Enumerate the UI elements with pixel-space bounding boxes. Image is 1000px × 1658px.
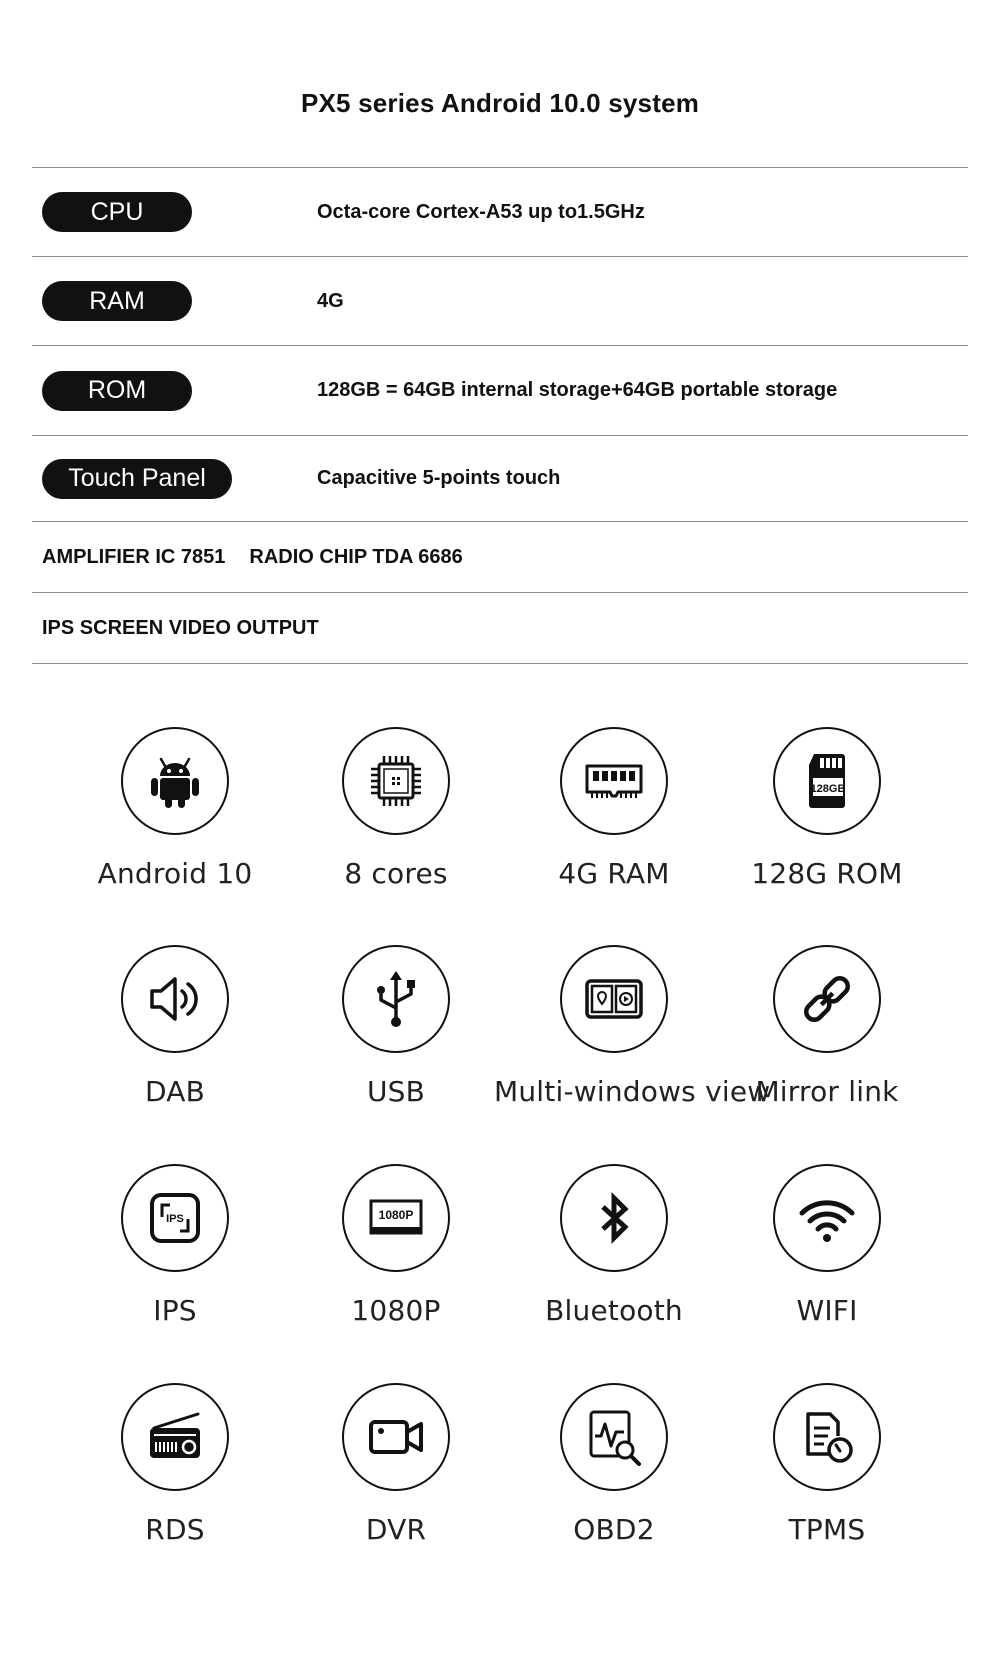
radio-icon — [121, 1383, 229, 1491]
ips-icon-text: IPS — [166, 1213, 184, 1225]
feature-label: Multi-windows view — [494, 1075, 771, 1108]
feature-label: DVR — [365, 1513, 427, 1546]
spec-row-chips — [32, 522, 968, 592]
feature-rds — [55, 1383, 295, 1546]
bluetooth-icon — [560, 1164, 668, 1272]
feature-label: USB — [366, 1075, 426, 1108]
feature-obd2 — [494, 1383, 734, 1546]
ips-icon — [121, 1164, 229, 1272]
spec-row-video-output — [32, 593, 968, 663]
feature-label: 1080P — [351, 1294, 441, 1327]
diagnostic-icon — [560, 1383, 668, 1491]
sd-card-capacity-text: 128GB — [810, 783, 846, 795]
feature-label: WIFI — [796, 1294, 858, 1327]
feature-rom — [707, 727, 947, 890]
radio-chip-text: RADIO CHIP TDA 6686 — [249, 545, 463, 568]
sd-card-icon — [773, 727, 881, 835]
spec-row-touch-panel — [32, 436, 968, 521]
feature-1080p — [276, 1164, 516, 1327]
feature-ram — [494, 727, 734, 890]
chip-info — [42, 546, 463, 569]
touch-panel-value: Capacitive 5-points touch — [317, 467, 561, 489]
cpu-value: Octa-core Cortex-A53 up to1.5GHz — [317, 200, 645, 223]
feature-label: Bluetooth — [545, 1294, 683, 1327]
ram-label-badge: RAM — [42, 281, 192, 321]
feature-bluetooth — [494, 1164, 734, 1327]
feature-label: Android 10 — [97, 857, 253, 890]
rom-value: 128GB = 64GB internal storage+64GB portable storage — [317, 379, 838, 401]
feature-label: IPS — [153, 1294, 197, 1327]
feature-usb — [276, 945, 516, 1108]
tire-pressure-icon — [773, 1383, 881, 1491]
speaker-icon — [121, 945, 229, 1053]
feature-wifi — [707, 1164, 947, 1327]
wifi-icon — [773, 1164, 881, 1272]
android-icon — [121, 727, 229, 835]
feature-dvr — [276, 1383, 516, 1546]
monitor-icon — [342, 1164, 450, 1272]
usb-icon — [342, 945, 450, 1053]
divider — [32, 663, 968, 664]
page-title: PX5 series Android 10.0 system — [300, 88, 700, 118]
cpu-label-badge: CPU — [42, 192, 192, 232]
feature-label: TPMS — [788, 1513, 866, 1546]
video-output-text: IPS SCREEN VIDEO OUTPUT — [42, 616, 319, 639]
ram-icon — [560, 727, 668, 835]
feature-android — [55, 727, 295, 890]
feature-ips — [55, 1164, 295, 1327]
feature-label: 128G ROM — [751, 857, 903, 890]
feature-label: OBD2 — [573, 1513, 655, 1546]
feature-label: 8 cores — [344, 857, 448, 890]
spec-row-ram — [32, 257, 968, 345]
link-icon — [773, 945, 881, 1053]
camera-icon — [342, 1383, 450, 1491]
rom-label-badge: ROM — [42, 371, 192, 411]
feature-label: 4G RAM — [558, 857, 670, 890]
spec-row-rom — [32, 346, 968, 435]
feature-dab — [55, 945, 295, 1108]
feature-mirror-link — [707, 945, 947, 1108]
feature-label: Mirror link — [755, 1075, 899, 1108]
split-screen-icon — [560, 945, 668, 1053]
feature-cores — [276, 727, 516, 890]
ram-value: 4G — [317, 289, 344, 312]
monitor-resolution-text: 1080P — [378, 1208, 414, 1222]
feature-multi-windows — [494, 945, 771, 1108]
touch-panel-label-badge: Touch Panel — [42, 459, 232, 499]
feature-label: DAB — [144, 1075, 206, 1108]
feature-label: RDS — [145, 1513, 205, 1546]
chip-icon — [342, 727, 450, 835]
spec-table — [32, 167, 968, 664]
spec-row-cpu — [32, 168, 968, 256]
feature-tpms — [707, 1383, 947, 1546]
amplifier-text: AMPLIFIER IC 7851 — [42, 545, 226, 568]
